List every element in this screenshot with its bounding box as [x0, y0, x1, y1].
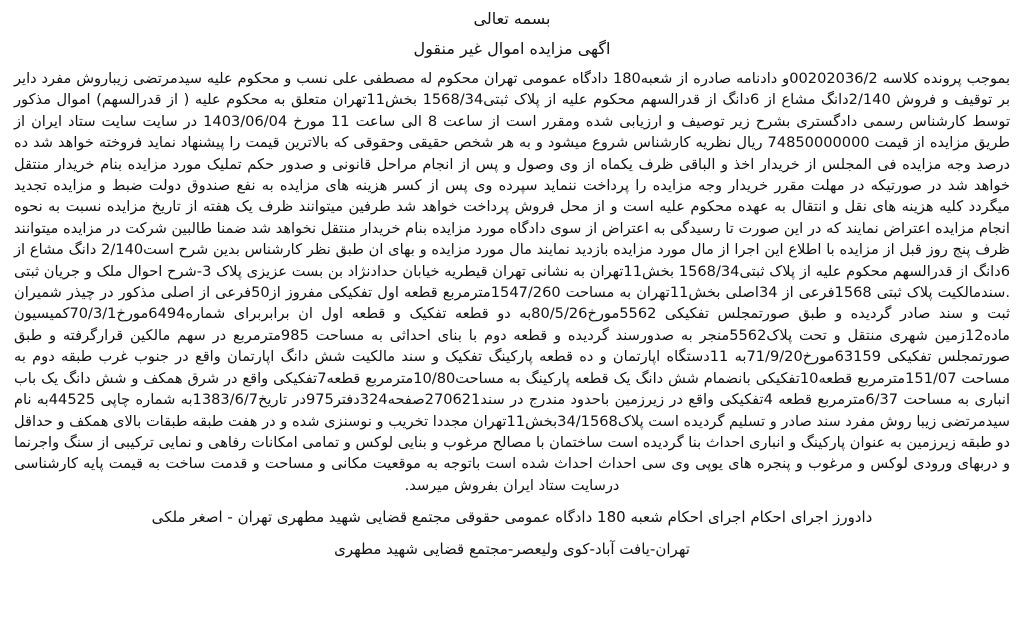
- document-heading: بسمه تعالی: [473, 9, 551, 28]
- document-signature: دادورز اجرای احکام اجرای احکام شعبه 180 دادگاه عمومی حقوقی مجتمع قضایی شهید مطهری تهران - اصغر ملکی: [151, 508, 873, 527]
- document-title: اگهی مزایده اموال غیر منقول: [413, 39, 611, 58]
- document-body: بموجب پرونده کلاسه 00202036/2و دادنامه صادره از شعبه180 دادگاه عمومی تهران محکوم له مصطفی علی نسب و محکوم علیه سیدمرتضی زیباروش مفرد دایر بر توقیف و فروش 2/140دانگ مشاع از 6دانگ از قدرالسهم محکوم علیه از پلاک ثبتی1568/34 بخش11تهران متعلق به محکوم علیه ( از قدرالسهم) اموال مذکور توسط کارشناس رسمی دادگستری بشرح زیر توصیف و ارزیابی شده ومقرر است از ساعت 8 الی ساعت 11 مورخ 1403/06/04 در سایت سایت ستاد ایران از طریق مزایده از قیمت 74850000000 ریال نظریه کارشناس شروع میشود و به هر شخص حقیقی وحقوقی که بالاترین قیمت را پیشنهاد نماید فروخته خواهد شد ده درصد وجه مزایده فی المجلس از خریدار اخذ و الباقی ظرف یکماه از وی وصول و پس از انجام مراحل قانونی و صدور حکم تملیک مورد مزایده بنام خریدار منتقل خواهد شد در صورتیکه در مهلت مقرر خریدار وجه مزایده را پرداخت ننماید سپرده وی پس از کسر هزینه های مزایده به نفع صندوق دولت ضبط و مزایده تجدید میگردد کلیه هزینه های نقل و انتقال به عهده محکوم علیه است و از محل فروش پرداخت خواهد شد طرفین میتوانند ظرف یک هفته از تاریخ مزایده نسبت به نحوه انجام مزایده اعتراض نمایند که در این صورت تا رسیدگی به اعتراض از سوی دادگاه مورد مزایده بنام خریدار منتقل نخواهد شد ضمنا طالبین شرکت در مزایده میتوانند ظرف پنج روز قبل از مزایده با اطلاع این اجرا از مال مورد مزایده بازدید نمایند مال مورد مزایده و بهای ان طبق نظر کارشناس بدین شرح است2/140 دانگ مشاع از 6دانگ از قدرالسهم محکوم علیه از پلاک ثبتی1568/34 بخش11تهران به نشانی تهران قیطریه خیابان حدادنژاد بن بست عزیزی پلاک 3-شرح احوال ملک و جریان ثبتی .سندمالکیت پلاک ثبتی 1568فرعی از 34اصلی بخش11تهران به مساحت 1547/260مترمربع قطعه اول تفکیکی مفروز از50فرعی از اصلی مذکور در چیذر شمیران ثبت و سند صادر گردیده و طبق صورتمجلس تفکیکی 5562مورخ80/5/26به دو قطعه تفکیک و قطعه اول ان برابربرای شماره6494مورخ70/3/1کمیسیون ماده12زمین شهری منتقل و تحت پلاک5562منجر به صدورسند گردیده و قطعه دوم با بنای احداثی به مساحت 985مترمربع در سهم مالکین قرارگرفته و طبق صورتمجلس تفکیکی 63159مورخ71/9/20به 11دستگاه اپارتمان و ده قطعه پارکینگ تفکیک و سند مالکیت شش دانگ اپارتمان واقع در جنوب غرب طبقه دوم به مساحت 151/07مترمربع قطعه10تفکیکی بانضمام شش دانگ یک قطعه پارکینگ به مساحت10/80مترمربع قطعه7تفکیکی واقع در شرق همکف و شش دانگ یک باب انباری به مساحت 6/37مترمربع قطعه 4تفکیکی واقع در زیرزمین باحدود مندرج در سند270621صفحه324دفتر975در تاریخ1383/6/7به شماره چاپی 44525به نام سیدمرتضی زیبا روش مفرد سند صادر و تسلیم گردیده است پلاک34/1568بخش11تهران مجددا تخریب و نوسنزی شده و در هفت طبقه طبقات بالای همکف و حداقل دو طبقه زیرزمین به عنوان پارکینگ و انباری احداث بنا گردیده است ساختمان با مصالح مرغوب و بنایی لوکس و تمامی امکانات رفاهی و نمایی ترکیبی از سنگ واجرنما و دربهای ورودی لوکس و مرغوب و پنجره های یوپی وی سی احداث احداث شده است باتوجه به موقعیت مکانی و مساحت و قدمت ساخت به قیمت پایه کارشناسی درسایت ستاد ایران بفروش میرسد.: [14, 70, 1011, 494]
- document-address: تهران-یافت آباد-کوی ولیعصر-مجتمع قضایی شهید مطهری: [334, 540, 690, 559]
